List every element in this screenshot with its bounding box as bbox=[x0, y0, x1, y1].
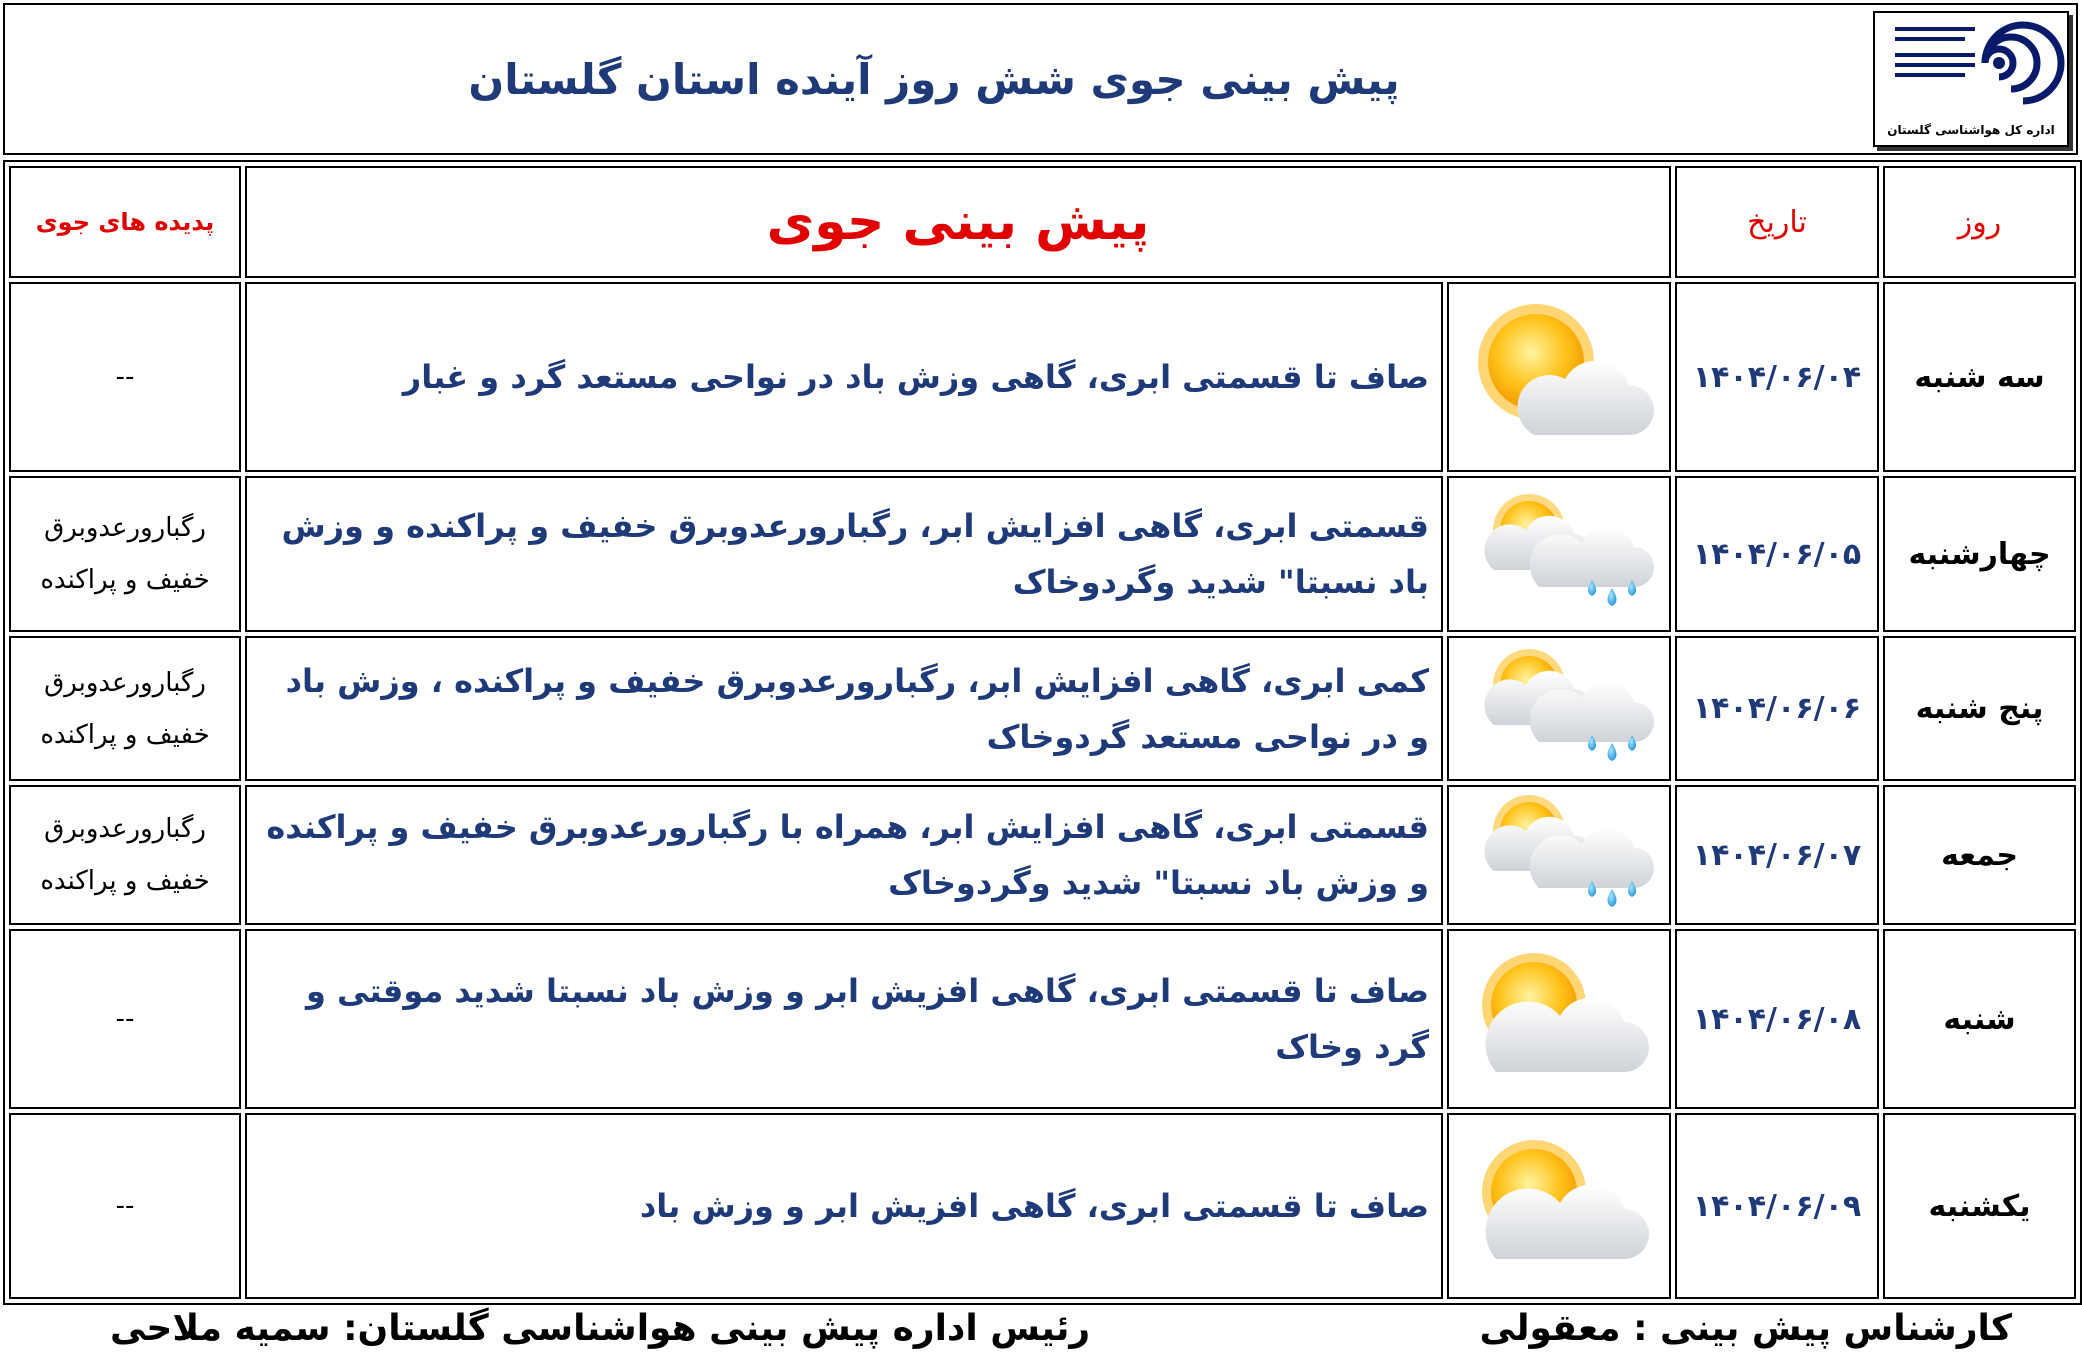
forecaster-name: کارشناس پیش بینی : معقولی bbox=[1479, 1308, 2012, 1349]
header bbox=[3, 3, 2078, 155]
head-of-department: رئیس اداره پیش بینی هواشناسی گلستان: سمیه ملاحی bbox=[110, 1308, 1091, 1349]
table-row bbox=[9, 1113, 2076, 1299]
cloud-sun-rain-icon bbox=[1464, 793, 1654, 913]
page-title: پیش بینی جوی شش روز آینده استان گلستان bbox=[468, 54, 1400, 104]
header-date: تاریخ bbox=[1675, 166, 1879, 278]
weather-icon-cell bbox=[1447, 1113, 1671, 1299]
day-cell: جمعه bbox=[1883, 785, 2076, 925]
cloud-sun-rain-icon bbox=[1464, 492, 1654, 612]
partly-cloudy-icon bbox=[1464, 947, 1654, 1087]
forecast-description: صاف تا قسمتی ابری، گاهی افزیش ابر و وزش باد نسبتا شدید موقتی و گرد وخاک bbox=[245, 929, 1443, 1109]
header-day: روز bbox=[1883, 166, 2076, 278]
table-row bbox=[9, 476, 2076, 632]
table-header-row bbox=[9, 166, 2076, 278]
logo-caption: اداره کل هواشناسی گلستان bbox=[1887, 123, 2055, 137]
day-cell: پنج شنبه bbox=[1883, 636, 2076, 781]
forecast-description: قسمتی ابری، گاهی افزایش ابر، همراه با رگبارورعدوبرق خفیف و پراکنده و وزش باد نسبتا" شدید وگردوخاک bbox=[245, 785, 1443, 925]
forecast-description: صاف تا قسمتی ابری، گاهی افزیش ابر و وزش باد bbox=[245, 1113, 1443, 1299]
table-row bbox=[9, 929, 2076, 1109]
phenomena-cell: -- bbox=[9, 282, 241, 472]
day-cell: چهارشنبه bbox=[1883, 476, 2076, 632]
table-row bbox=[9, 636, 2076, 781]
date-cell: ۱۴۰۴/۰۶/۰۹ bbox=[1675, 1113, 1879, 1299]
phenomena-cell: رگبارورعدوبرق خفیف و پراکنده bbox=[9, 785, 241, 925]
weather-icon-cell bbox=[1447, 476, 1671, 632]
meteorological-logo bbox=[1873, 11, 2069, 147]
partly-cloudy-icon bbox=[1464, 300, 1654, 450]
cloud-sun-rain-icon bbox=[1464, 647, 1654, 767]
forecast-description: صاف تا قسمتی ابری، گاهی وزش باد در نواحی مستعد گرد و غبار bbox=[245, 282, 1443, 472]
phenomena-cell: رگبارورعدوبرق خفیف و پراکنده bbox=[9, 636, 241, 781]
table-row bbox=[9, 282, 2076, 472]
phenomena-cell: -- bbox=[9, 929, 241, 1109]
phenomena-cell: -- bbox=[9, 1113, 241, 1299]
header-forecast: پیش بینی جوی bbox=[245, 166, 1671, 278]
weather-icon-cell bbox=[1447, 282, 1671, 472]
logo-icon bbox=[1875, 13, 2067, 113]
phenomena-cell: رگبارورعدوبرق خفیف و پراکنده bbox=[9, 476, 241, 632]
date-cell: ۱۴۰۴/۰۶/۰۴ bbox=[1675, 282, 1879, 472]
header-phenomena: پدیده های جوی bbox=[9, 166, 241, 278]
date-cell: ۱۴۰۴/۰۶/۰۵ bbox=[1675, 476, 1879, 632]
forecast-table bbox=[3, 160, 2082, 1305]
table-row bbox=[9, 785, 2076, 925]
date-cell: ۱۴۰۴/۰۶/۰۸ bbox=[1675, 929, 1879, 1109]
weather-icon-cell bbox=[1447, 929, 1671, 1109]
partly-cloudy-icon bbox=[1464, 1134, 1654, 1274]
day-cell: یکشنبه bbox=[1883, 1113, 2076, 1299]
weather-icon-cell bbox=[1447, 636, 1671, 781]
date-cell: ۱۴۰۴/۰۶/۰۷ bbox=[1675, 785, 1879, 925]
weather-icon-cell bbox=[1447, 785, 1671, 925]
forecast-description: قسمتی ابری، گاهی افزایش ابر، رگبارورعدوبرق خفیف و پراکنده و وزش باد نسبتا" شدید وگردوخاک bbox=[245, 476, 1443, 632]
day-cell: شنبه bbox=[1883, 929, 2076, 1109]
forecast-description: کمی ابری، گاهی افزایش ابر، رگبارورعدوبرق خفیف و پراکنده ، وزش باد و در نواحی مستعد گردوخاک bbox=[245, 636, 1443, 781]
date-cell: ۱۴۰۴/۰۶/۰۶ bbox=[1675, 636, 1879, 781]
day-cell: سه شنبه bbox=[1883, 282, 2076, 472]
